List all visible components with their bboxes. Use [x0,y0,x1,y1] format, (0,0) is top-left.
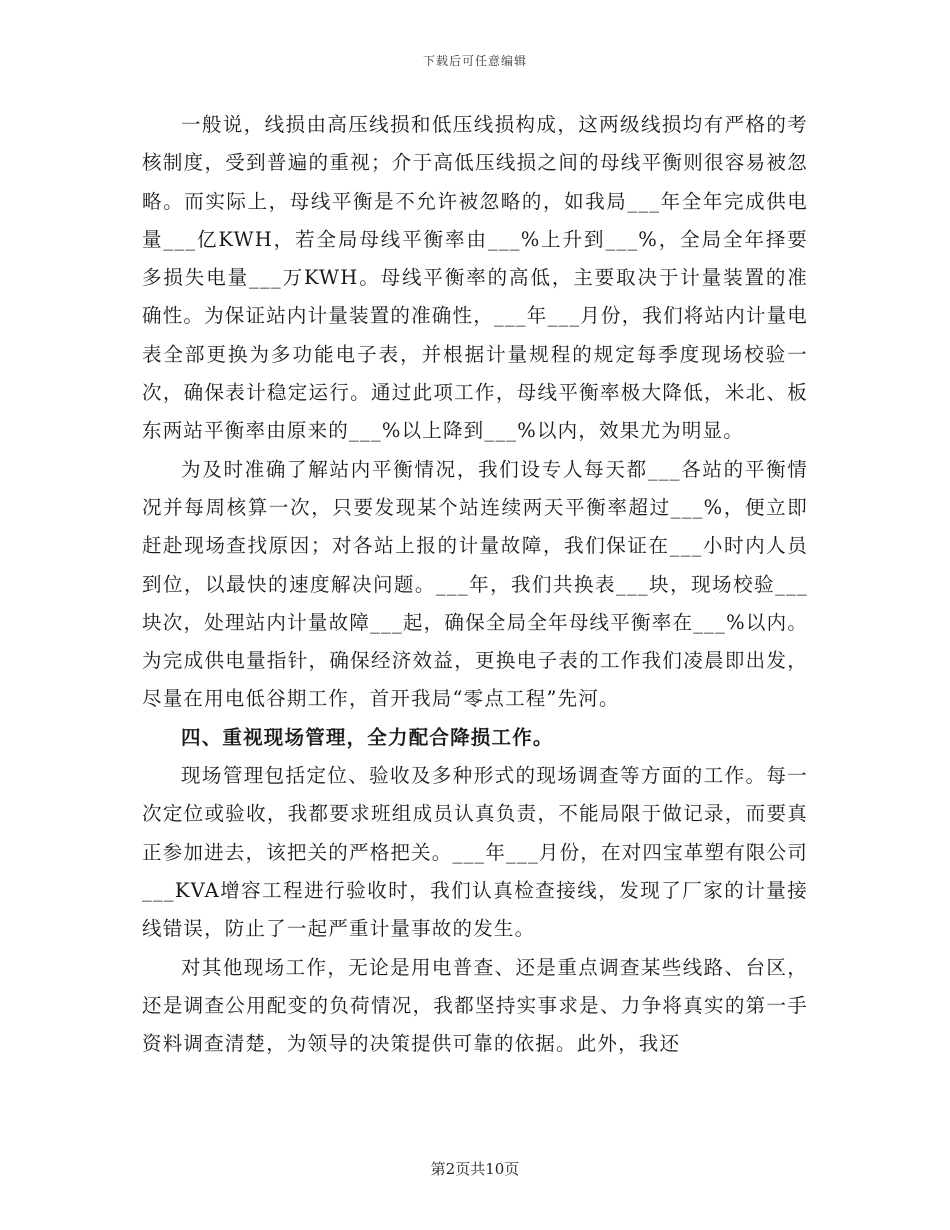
page-number-footer: 第2页共10页 [430,1160,520,1178]
page-header-note: 下载后可任意编辑 [422,54,527,68]
paragraph-balance-monitoring: 为及时准确了解站内平衡情况，我们设专人每天都___各站的平衡情况并每周核算一次，只要发现某个站连续两天平衡率超过___%，便立即赶赴现场查找原因；对各站上报的计量故障，我们保证在___小时内人员到位，以最快的速度解决问题。___年，我们共换表___块，现场校验___块次，处理站内计量故障___起，确保全局全年母线平衡率在___%以内。为完成供电量指针，确保经济效益，更换电子表的工作我们凌晨即出发，尽量在用电低谷期工作，首开我局“零点工程”先河。 [142,457,808,711]
section-heading: 四、重视现场管理，全力配合降损工作。 [181,725,554,749]
document-body [142,106,808,1063]
paragraph-bus-balance: 一般说，线损由高压线损和低压线损构成，这两级线损均有严格的考核制度，受到普遍的重视；介于高低压线损之间的母线平衡则很容易被忽略。而实际上，母线平衡是不允许被忽略的，如我局___年全年完成供电量___亿KWH，若全局母线平衡率由___%上升到___%，全局全年择要多损失电量___万KWH。母线平衡率的高低，主要取决于计量装置的准确性。为保证站内计量装置的准确性，___年___月份，我们将站内计量电表全部更换为多功能电子表，并根据计量规程的规定每季度现场校验一次，确保表计稳定运行。通过此项工作，母线平衡率极大降低，米北、板东两站平衡率由原来的___%以上降到___%以内，效果尤为明显。 [142,113,809,443]
paragraph-field-work: 对其他现场工作，无论是用电普查、还是重点调查某些线路、台区，还是调查公用配变的负荷情况，我都坚持实事求是、力争将真实的第一手资料调查清楚，为领导的决策提供可靠的依据。此外，我还 [142,955,808,1056]
paragraph-site-management: 现场管理包括定位、验收及多种形式的现场调查等方面的工作。每一次定位或验收，我都要求班组成员认真负责，不能局限于做记录，而要真正参加进去，该把关的严格把关。___年___月份，在对四宝革塑有限公司___KVA增容工程进行验收时，我们认真检查接线，发现了厂家的计量接线错误，防止了一起严重计量事故的发生。 [142,764,809,941]
